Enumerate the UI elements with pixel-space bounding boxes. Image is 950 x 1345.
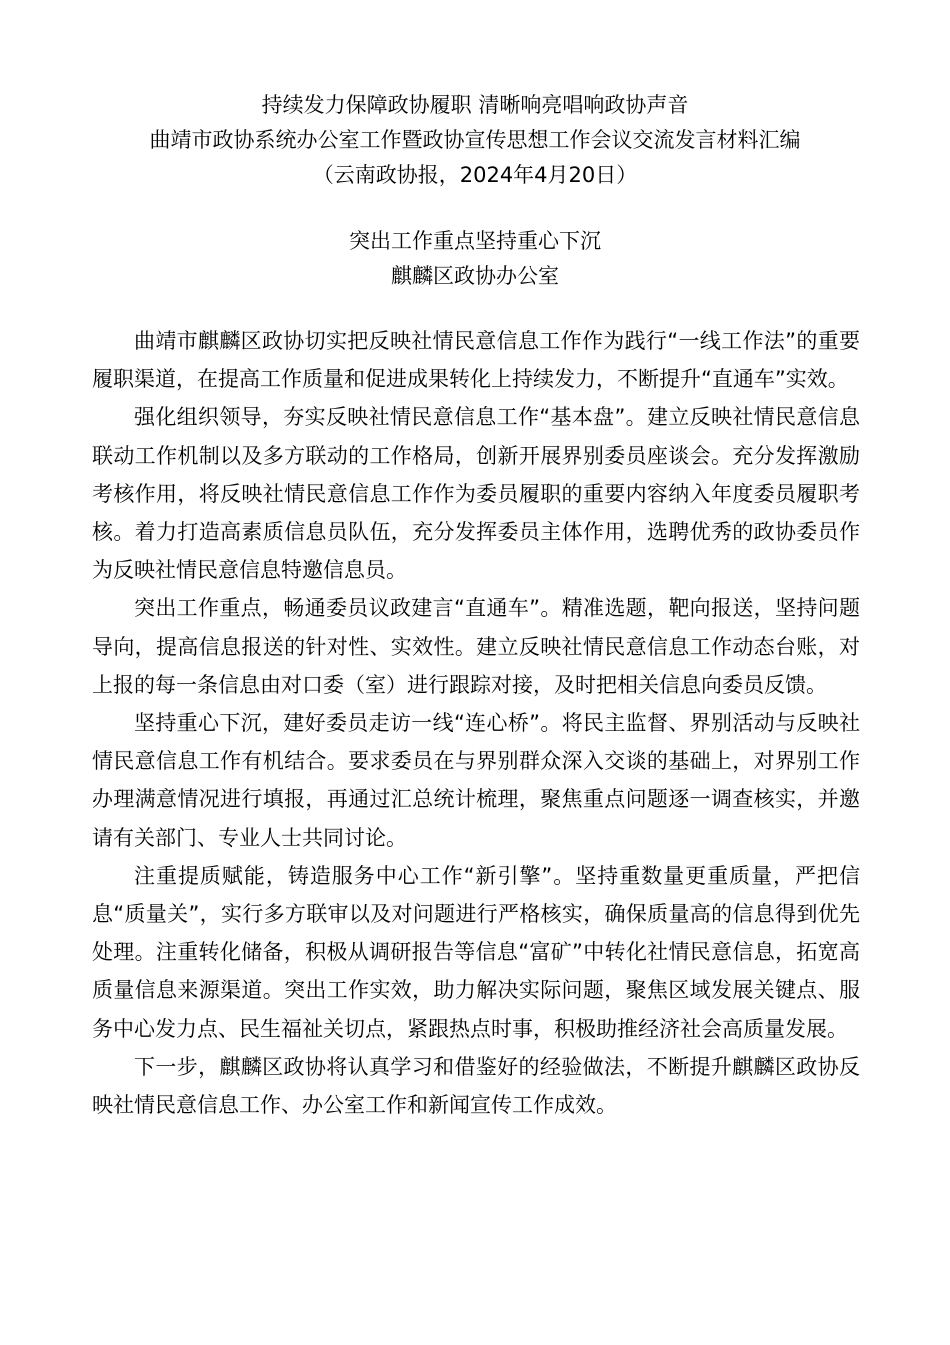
paragraph: 下一步，麒麟区政协将认真学习和借鉴好的经验做法，不断提升麒麟区政协反映社情民意信息工作、办公室工作和新闻宣传工作成效。 bbox=[92, 1054, 860, 1118]
paragraph: 强化组织领导，夯实反映社情民意信息工作“基本盘”。建立反映社情民意信息联动工作机制以及多方联动的工作格局，创新开展界别委员座谈会。充分发挥激励考核作用，将反映社情民意信息工作作为委员履职的重要内容纳入年度委员履职考核。着力打造高素质信息员队伍，充分发挥委员主体作用，选聘优秀的政协委员作为反映社情民意信息特邀信息员。 bbox=[92, 405, 860, 583]
document-header bbox=[0, 88, 950, 193]
article-body bbox=[92, 322, 860, 1124]
article-heading bbox=[0, 224, 950, 294]
header-source: （云南政协报，2024年4月20日） bbox=[312, 163, 638, 187]
article-author: 麒麟区政协办公室 bbox=[391, 264, 559, 288]
paragraph: 突出工作重点，畅通委员议政建言“直通车”。精准选题，靶向报送，坚持问题导向，提高信息报送的针对性、实效性。建立反映社情民意信息工作动态台账，对上报的每一条信息由对口委（室）进行跟踪对接，及时把相关信息向委员反馈。 bbox=[92, 596, 860, 697]
header-title: 持续发力保障政协履职 清晰响亮唱响政协声音 bbox=[261, 93, 689, 117]
paragraph: 曲靖市麒麟区政协切实把反映社情民意信息工作作为践行“一线工作法”的重要履职渠道，在提高工作质量和促进成果转化上持续发力，不断提升“直通车”实效。 bbox=[92, 329, 860, 392]
paragraph: 坚持重心下沉，建好委员走访一线“连心桥”。将民主监督、界别活动与反映社情民意信息工作有机结合。要求委员在与界别群众深入交谈的基础上，对界别工作办理满意情况进行填报，再通过汇总统计梳理，聚焦重点问题逐一调查核实，并邀请有关部门、专业人士共同讨论。 bbox=[92, 711, 860, 850]
header-subtitle: 曲靖市政协系统办公室工作暨政协宣传思想工作会议交流发言材料汇编 bbox=[149, 128, 801, 152]
paragraph: 注重提质赋能，铸造服务中心工作“新引擎”。坚持重数量更重质量，严把信息“质量关”，实行多方联审以及对问题进行严格核实，确保质量高的信息得到优先处理。注重转化储备，积极从调研报告等信息“富矿”中转化社情民意信息，拓宽高质量信息来源渠道。突出工作实效，助力解决实际问题，聚焦区域发展关键点、服务中心发力点、民生福祉关切点，紧跟热点时事，积极助推经济社会高质量发展。 bbox=[92, 863, 860, 1041]
article-title: 突出工作重点坚持重心下沉 bbox=[349, 229, 601, 253]
